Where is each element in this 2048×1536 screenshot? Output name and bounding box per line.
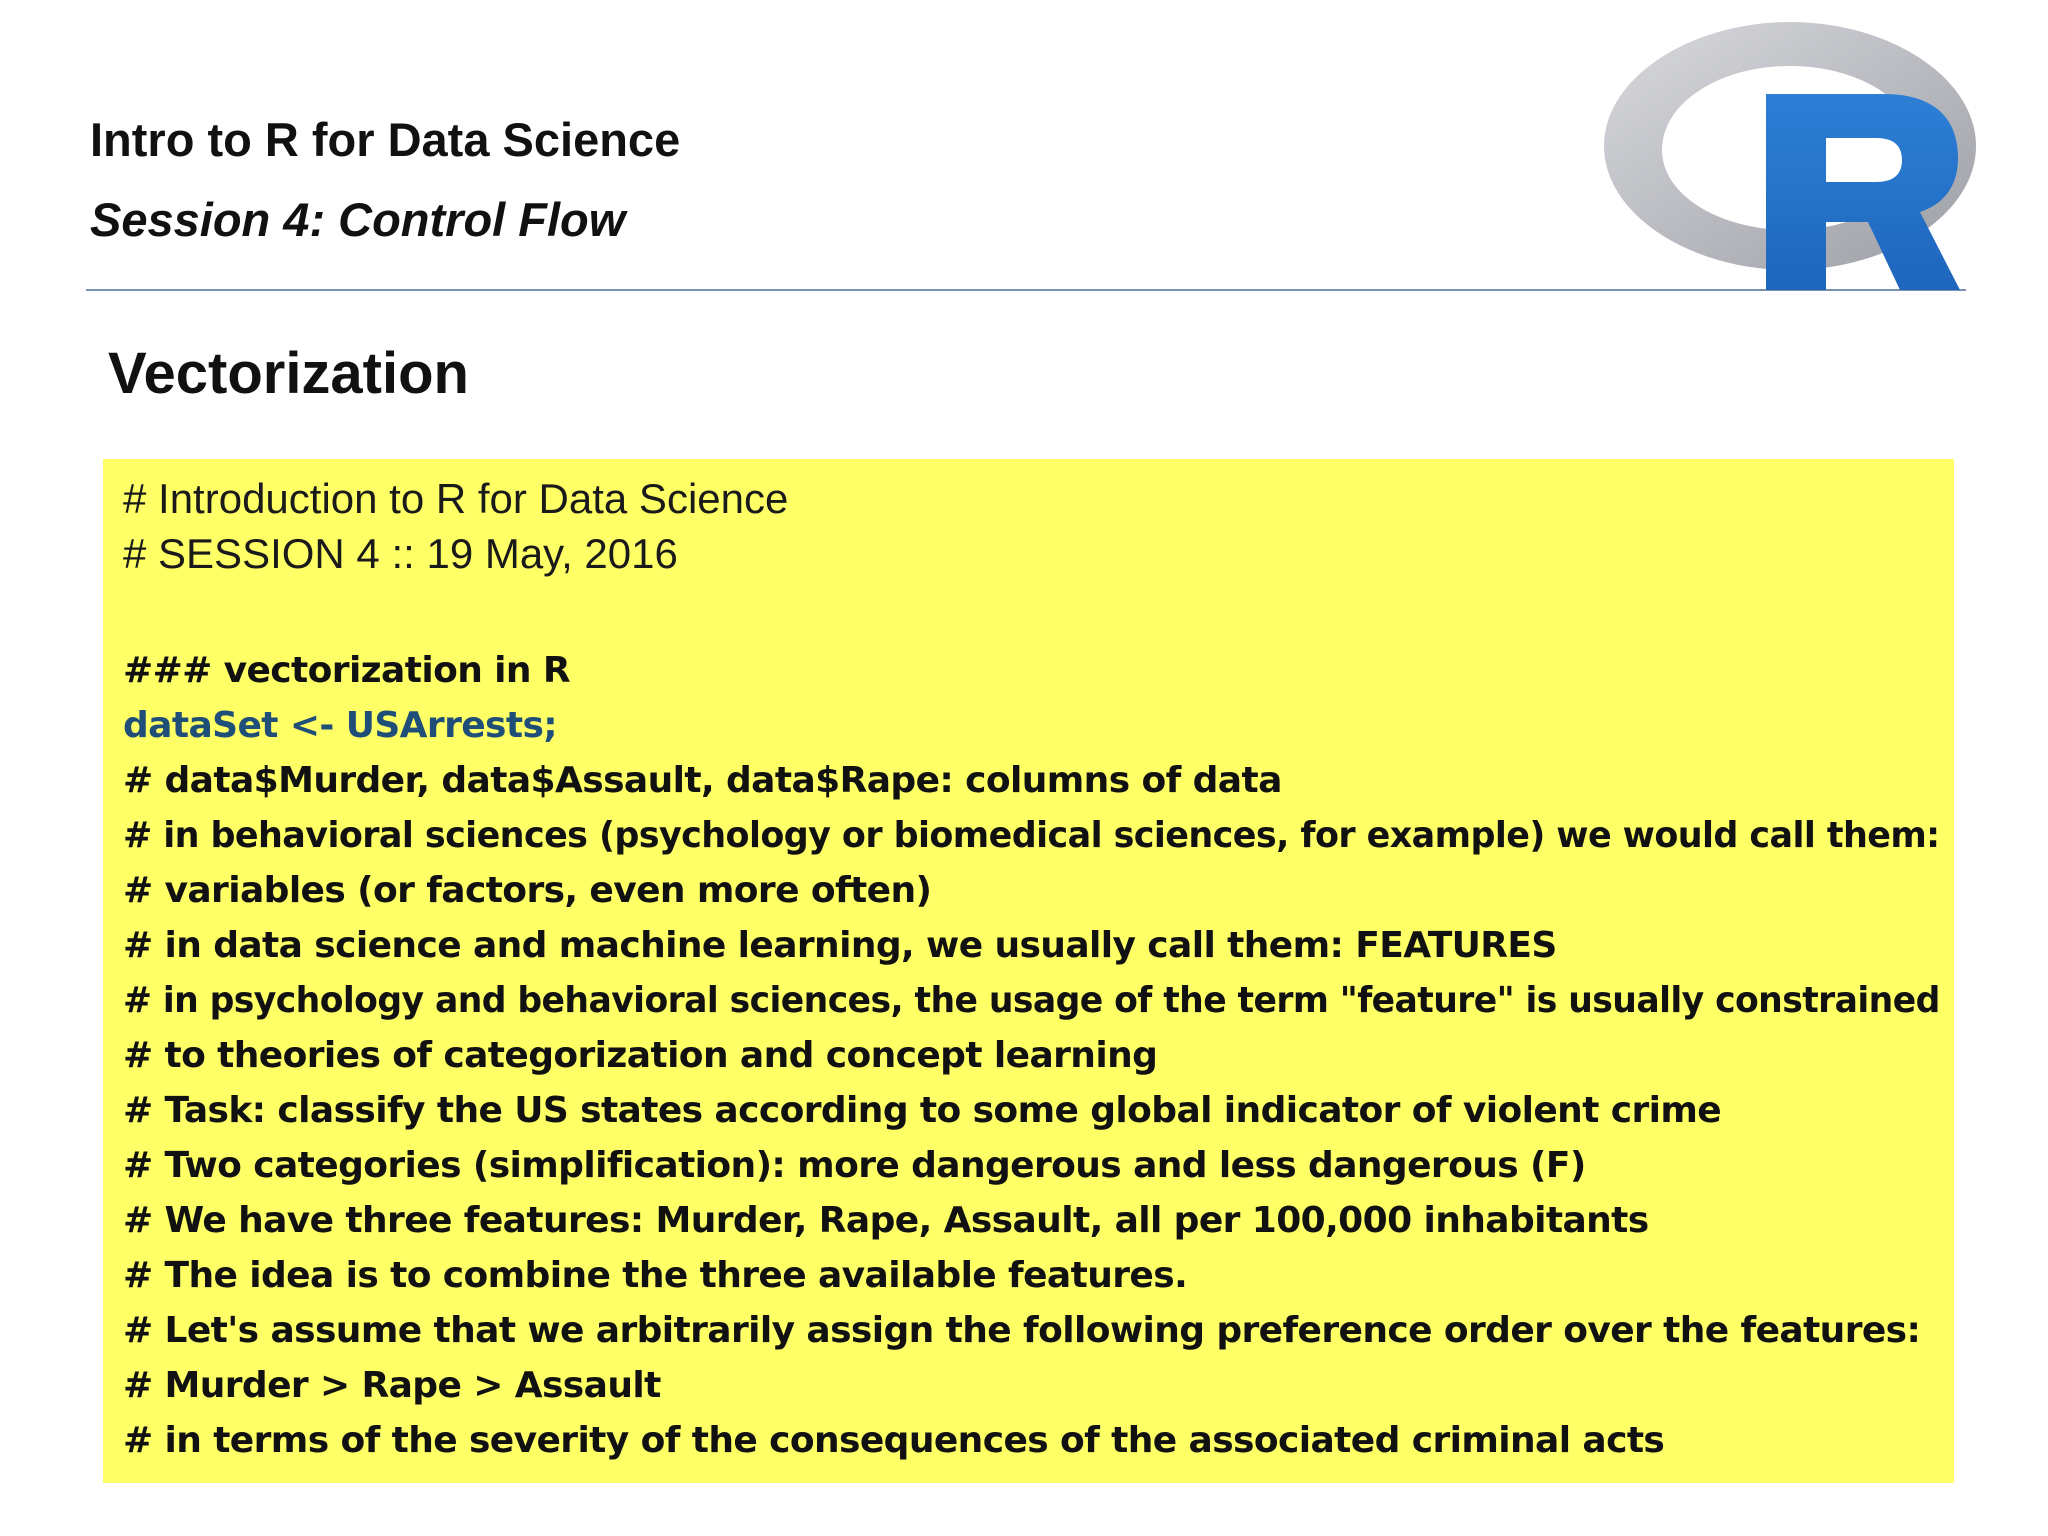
code-comment-line: # The idea is to combine the three available features. (123, 1255, 1188, 1296)
code-comment-line: # in data science and machine learning, we usually call them: FEATURES (123, 925, 1557, 966)
code-comment-line: # Let's assume that we arbitrarily assign the following preference order over the features: (123, 1310, 1921, 1351)
code-comment-line: # in terms of the severity of the consequences of the associated criminal acts (123, 1420, 1665, 1461)
code-comment-line: # in psychology and behavioral sciences, the usage of the term "feature" is usually constrained (123, 980, 1940, 1021)
r-logo-letter (1766, 94, 1960, 290)
course-title: Intro to R for Data Science (90, 113, 681, 166)
code-comment-line: # We have three features: Murder, Rape, Assault, all per 100,000 inhabitants (123, 1200, 1649, 1241)
code-comment-line: # Two categories (simplification): more dangerous and less dangerous (F) (123, 1145, 1586, 1186)
code-statement-line: dataSet <- USArrests; (123, 705, 558, 746)
session-title: Session 4: Control Flow (90, 193, 626, 246)
code-comment-line: # Task: classify the US states according to some global indicator of violent crime (123, 1090, 1722, 1131)
code-comment-line: # to theories of categorization and concept learning (123, 1035, 1158, 1076)
code-comment-line: ### vectorization in R (123, 650, 570, 691)
code-comment-line: # in behavioral sciences (psychology or biomedical sciences, for example) we would call them: (123, 815, 1940, 856)
r-logo (1600, 18, 1980, 296)
code-comment-line: # data$Murder, data$Assault, data$Rape: columns of data (123, 760, 1282, 801)
code-comment-line: # Introduction to R for Data Science (123, 475, 789, 522)
code-comment-line: # variables (or factors, even more often) (123, 870, 932, 911)
slide-heading: Vectorization (108, 341, 469, 406)
code-comment-line: # Murder > Rape > Assault (123, 1365, 661, 1406)
r-logo-icon (1600, 18, 1980, 296)
code-comment-line: # SESSION 4 :: 19 May, 2016 (123, 530, 678, 577)
